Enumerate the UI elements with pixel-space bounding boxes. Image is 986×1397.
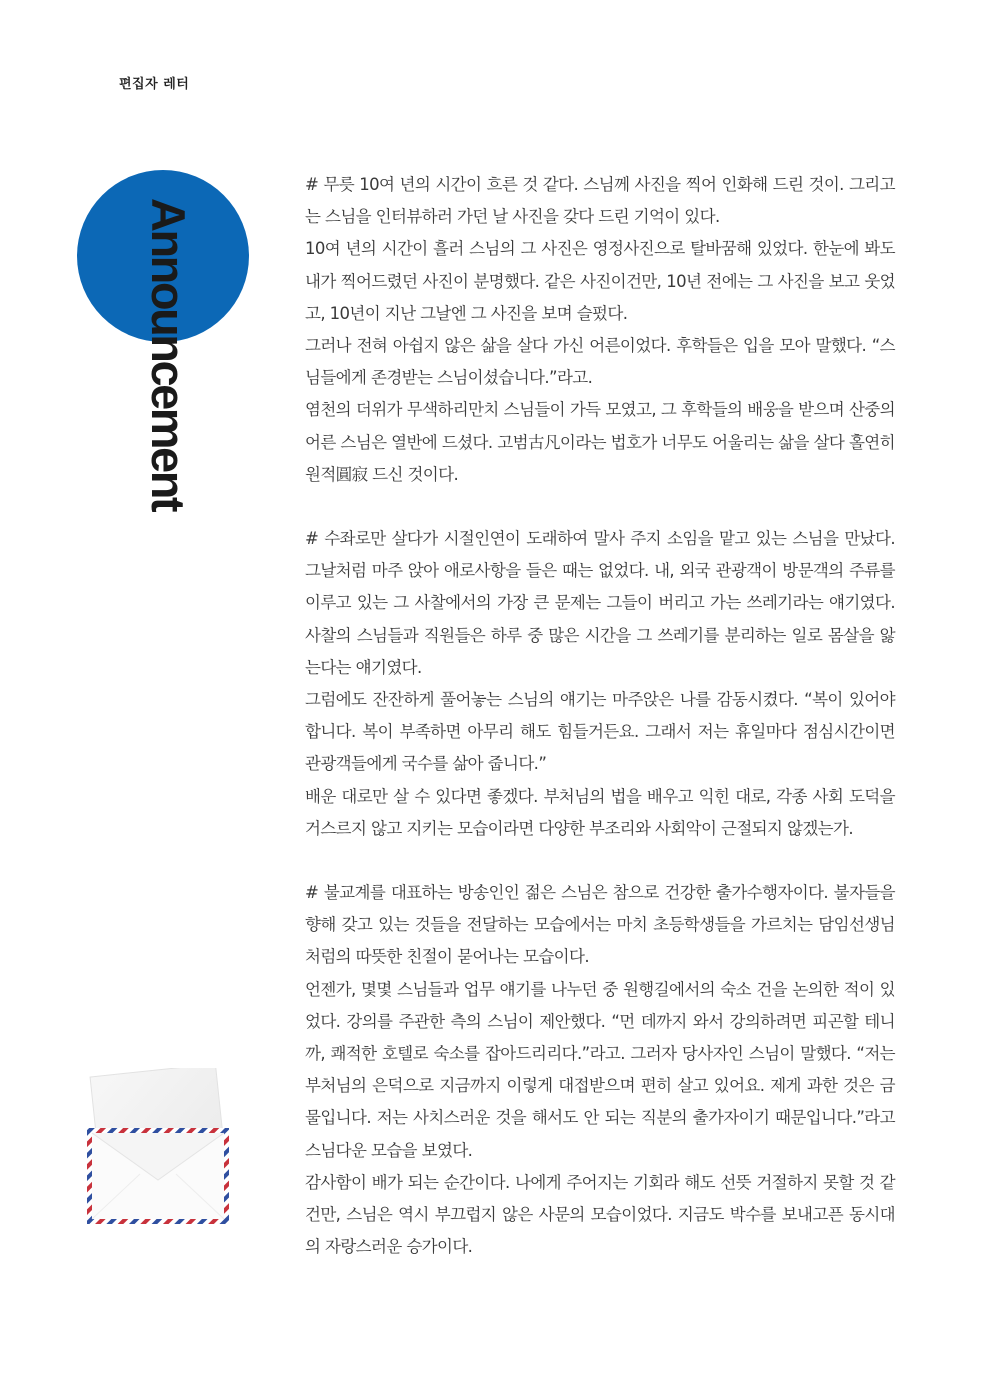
paragraph: 언젠가, 몇몇 스님들과 업무 얘기를 나누던 중 원행길에서의 숙소 건을 논의한 적이 있었다. 강의를 주관한 측의 스님이 제안했다. “먼 데까지 와서 강의하려면 피곤할 테니까, 쾌적한 호텔로 숙소를 잡아드리리다.”라고. 그러자 당사자인 스님이 말했다. “저는 부처님의 은덕으로 지금까지 이렇게 대접받으며 편히 살고 있어요. 제게 과한 것은 금물입니다. 저는 사치스러운 것을 해서도 안 되는 직분의 출가자이기 때문입니다.”라고 스님다운 모습을 보였다.	[305, 979, 895, 1160]
paragraph: # 불교계를 대표하는 방송인인 젊은 스님은 참으로 건강한 출가수행자이다. 불자들을 향해 갖고 있는 것들을 전달하는 모습에서는 마치 초등학생들을 가르치는 담임선생님처럼의 따뜻한 친절이 묻어나는 모습이다.	[305, 883, 895, 967]
paragraph: 그럼에도 잔잔하게 풀어놓는 스님의 얘기는 마주앉은 나를 감동시켰다. “복이 있어야 합니다. 복이 부족하면 아무리 해도 힘들거든요. 그래서 저는 휴일마다 점심시간이면 관광객들에게 국수를 삶아 줍니다.”	[305, 690, 895, 774]
article-body	[305, 169, 895, 1264]
section-spacer	[305, 491, 895, 523]
paragraph: 배운 대로만 살 수 있다면 좋겠다. 부처님의 법을 배우고 익힌 대로, 각종 사회 도덕을 거스르지 않고 지키는 모습이라면 다양한 부조리와 사회악이 근절되지 않겠는가.	[305, 786, 895, 838]
announcement-title: Announcement	[142, 198, 195, 511]
section-spacer	[305, 845, 895, 877]
airmail-envelope-icon	[70, 1068, 240, 1240]
paragraph: 10여 년의 시간이 흘러 스님의 그 사진은 영정사진으로 탈바꿈해 있었다. 한눈에 봐도 내가 찍어드렸던 사진이 분명했다. 같은 사진이건만, 10년 전에는 그 사진을 보고 웃었고, 10년이 지난 그날엔 그 사진을 보며 슬펐다.	[305, 239, 895, 323]
paragraph: 염천의 더위가 무색하리만치 스님들이 가득 모였고, 그 후학들의 배웅을 받으며 산중의 어른 스님은 열반에 드셨다. 고범古凡이라는 법호가 너무도 어울리는 삶을 살다 홀연히 원적圓寂 드신 것이다.	[305, 400, 895, 484]
paragraph: # 수좌로만 살다가 시절인연이 도래하여 말사 주지 소임을 맡고 있는 스님을 만났다. 그날처럼 마주 앉아 애로사항을 들은 때는 없었다. 내, 외국 관광객이 방문객의 주류를 이루고 있는 그 사찰에서의 가장 큰 문제는 그들이 버리고 가는 쓰레기라는 얘기였다. 사찰의 스님들과 직원들은 하루 중 많은 시간을 그 쓰레기를 분리하는 일로 몸살을 앓는다는 얘기였다.	[305, 529, 895, 677]
paragraph: # 무릇 10여 년의 시간이 흐른 것 같다. 스님께 사진을 찍어 인화해 드린 것이. 그리고는 스님을 인터뷰하러 가던 날 사진을 갖다 드린 기억이 있다.	[305, 175, 895, 227]
section-label: 편집자 레터	[119, 77, 190, 92]
paragraph: 그러나 전혀 아쉽지 않은 삶을 살다 가신 어른이었다. 후학들은 입을 모아 말했다. “스님들에게 존경받는 스님이셨습니다.”라고.	[305, 336, 895, 388]
paragraph: 감사함이 배가 되는 순간이다. 나에게 주어지는 기회라 해도 선뜻 거절하지 못할 것 같건만, 스님은 역시 부끄럽지 않은 사문의 모습이었다. 지금도 박수를 보내고픈 동시대의 자랑스러운 승가이다.	[305, 1172, 895, 1257]
